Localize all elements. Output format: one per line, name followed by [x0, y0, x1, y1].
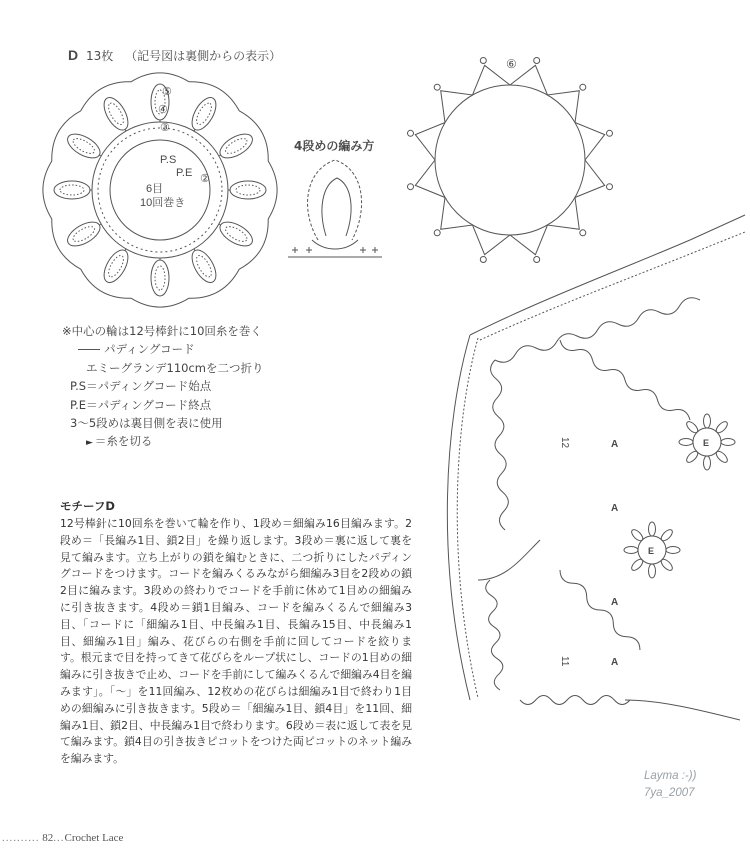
book-title: Crochet Lace: [64, 832, 124, 844]
flower-petal: [649, 522, 656, 536]
motif-title: モチーフD: [60, 499, 115, 513]
join-label-e1: E: [703, 438, 710, 448]
flower-petal: [721, 439, 735, 446]
round-label-5: ⑤: [162, 86, 172, 98]
join-label-a1: A: [611, 439, 619, 450]
flower-petal: [624, 547, 638, 554]
flower-petal: [630, 528, 645, 543]
flower-petal: [714, 420, 729, 435]
flower-petal: [659, 528, 674, 543]
flower-petal: [649, 564, 656, 578]
petal-stem: [219, 155, 221, 156]
note-center-ring: ※中心の輪は12号棒針に10回糸を巻く: [62, 324, 262, 338]
join-diagram: [447, 215, 745, 720]
ring-picot: [434, 84, 440, 90]
center-label-1: 6目: [146, 183, 164, 195]
ring-picot: [408, 184, 414, 190]
petal-outline: [151, 260, 169, 296]
join-label-e2: E: [648, 546, 655, 556]
petal-outline: [230, 181, 266, 199]
petal-stem: [99, 224, 101, 225]
page-number: 82: [42, 832, 54, 844]
round-4-title: 4段めの編み方: [294, 139, 375, 153]
join-number-12: 12: [559, 437, 570, 449]
footer-sep: ...: [53, 832, 65, 844]
signature: [644, 768, 696, 802]
join-top-outer: [470, 215, 745, 335]
ring-net: [415, 65, 604, 254]
note-yarn: エミーグランデ110cmを二つ折り: [86, 360, 264, 375]
flower-petal: [630, 557, 645, 572]
join-number-11: 11: [559, 656, 570, 667]
petal-outline: [187, 246, 221, 286]
round-label-3: ③: [160, 122, 170, 134]
petal-outline: [99, 246, 133, 286]
join-edge-inner: [457, 338, 478, 698]
petal-outline: [216, 217, 256, 251]
detail-cord: [312, 240, 358, 249]
petal-stem: [219, 224, 221, 225]
petal-stitches: [194, 101, 215, 127]
petal-stitches: [236, 185, 260, 195]
ring-picot: [607, 184, 613, 190]
motif-letter: D: [68, 47, 79, 63]
petal-outline: [64, 217, 104, 251]
petal-outline: [216, 129, 256, 163]
ring-picot: [580, 84, 586, 90]
diagram-note: （記号図は裏側からの表示）: [125, 49, 282, 63]
round-label-2: ②: [200, 173, 210, 185]
join-label-a4: A: [611, 657, 619, 668]
join-label-a2: A: [611, 503, 619, 514]
petal-outline: [54, 181, 90, 199]
petal-stem: [99, 155, 101, 156]
petal-stitches: [194, 253, 215, 279]
ring-picot: [534, 58, 540, 64]
petal-stitches: [106, 101, 127, 127]
flower-petal: [679, 439, 693, 446]
petal-outline: [187, 94, 221, 134]
petal-stitches: [155, 266, 165, 290]
ring-picot: [480, 257, 486, 263]
cut-yarn-arrow-icon: ►: [86, 438, 93, 449]
ring-picot: [534, 257, 540, 263]
petal-stitches: [71, 224, 97, 245]
center-label-2: 10回巻き: [140, 197, 186, 209]
flower-petal: [704, 414, 711, 428]
flower-petal: [685, 449, 700, 464]
flower-petal: [659, 557, 674, 572]
petal-stem: [125, 249, 126, 251]
note-padding-cord: パディングコード: [62, 340, 263, 358]
petal-stitches: [60, 185, 84, 195]
join-label-a3: A: [611, 597, 619, 608]
note-reverse: 3〜5段めは裏目側を表に使用: [70, 416, 223, 431]
ring-picot: [480, 58, 486, 64]
join-loops-lower: [486, 570, 640, 705]
petal-stem: [194, 249, 195, 251]
note-cut-yarn: ► ＝糸を切る: [62, 432, 263, 452]
petal-stem: [125, 129, 126, 131]
signature-line-2: 7ya_2007: [644, 787, 695, 799]
petal-stem: [194, 129, 195, 131]
ring-motif-chart: [408, 58, 613, 263]
detail-petal-inner: [322, 178, 351, 236]
round-label-4: ④: [158, 104, 168, 116]
petal-stitches: [71, 136, 97, 157]
ring-picot: [607, 130, 613, 136]
chart-notes: [62, 322, 263, 453]
flower-petal: [704, 456, 711, 470]
detail-stitch-marks: [292, 247, 378, 253]
motif-instructions: 12号棒針に10回糸を巻いて輪を作り、1段め＝細編み16目編みます。2段め＝「長編み1目、鎖2目」を繰り返します。3段め＝裏に返して裏を見て編みます。立ち上がりの鎖を編むときに、二つ折りにしたパディングコードをつけます。コードを編みくるみながら細編み3目を2段めの鎖2目に編みます。3段めの終わりでコードを手前に休めて1目めの細編みに引き抜きます。4段め＝鎖1目編み、コードを編みくるんで細編み3目、「コードに「細編み1目、中長編み1目、長編み15目、中長編み1目、細編み1目」編み、花びらの右側を手前に回してコードを絞ります。根元まで目を持ってきて花びらをループ状にし、コードの1目めの細編みに引き抜きで止め、コードを手前にして編みくるんで細編み4目を編みます」。「〜」を11回編み、12枚めの花びらは細編み1目で終わり1目めの細編みに引き抜きます。5段め＝「細編み1目、鎖4目」を11回、細編み1目、鎖2目、中長編み1目で終わります。6段め＝表に返して表を見て編みます。鎖4目の引き抜きピコットをつけた両ピコットのネット編みを編みます。: [60, 517, 412, 766]
ring-round-label: ⑥: [506, 57, 517, 71]
petal-stitches: [223, 136, 249, 157]
join-bridge: [478, 540, 540, 580]
petal-stitches: [223, 224, 249, 245]
signature-line-1: Layma :-)): [644, 770, 697, 782]
ring-picots: [408, 58, 613, 263]
padding-cord-line-icon: [78, 349, 100, 350]
round-4-detail: [288, 160, 382, 257]
join-flower-petals: [624, 414, 735, 578]
ring-picot: [434, 230, 440, 236]
motif-count: 13枚: [85, 49, 114, 63]
ring-picot: [580, 230, 586, 236]
page-footer: [2, 832, 123, 844]
join-top-inner: [480, 232, 745, 340]
join-loops-upper: [491, 298, 700, 530]
join-tail: [625, 700, 740, 720]
footer-dots: ..........: [2, 832, 40, 844]
pe-label: P.E: [176, 167, 193, 179]
detail-petal-outer: [308, 160, 362, 240]
petal-stitches: [106, 253, 127, 279]
petal-outline: [64, 129, 104, 163]
ring-picot: [408, 130, 414, 136]
ps-label: P.S: [160, 154, 177, 166]
ring-inner: [435, 85, 585, 235]
note-ps: P.S＝パディングコード始点: [70, 379, 212, 394]
flower-petal: [714, 449, 729, 464]
flower-petal: [685, 420, 700, 435]
petal-outline: [99, 94, 133, 134]
flower-petal: [666, 547, 680, 554]
note-pe: P.E＝パディングコード終点: [70, 397, 212, 412]
